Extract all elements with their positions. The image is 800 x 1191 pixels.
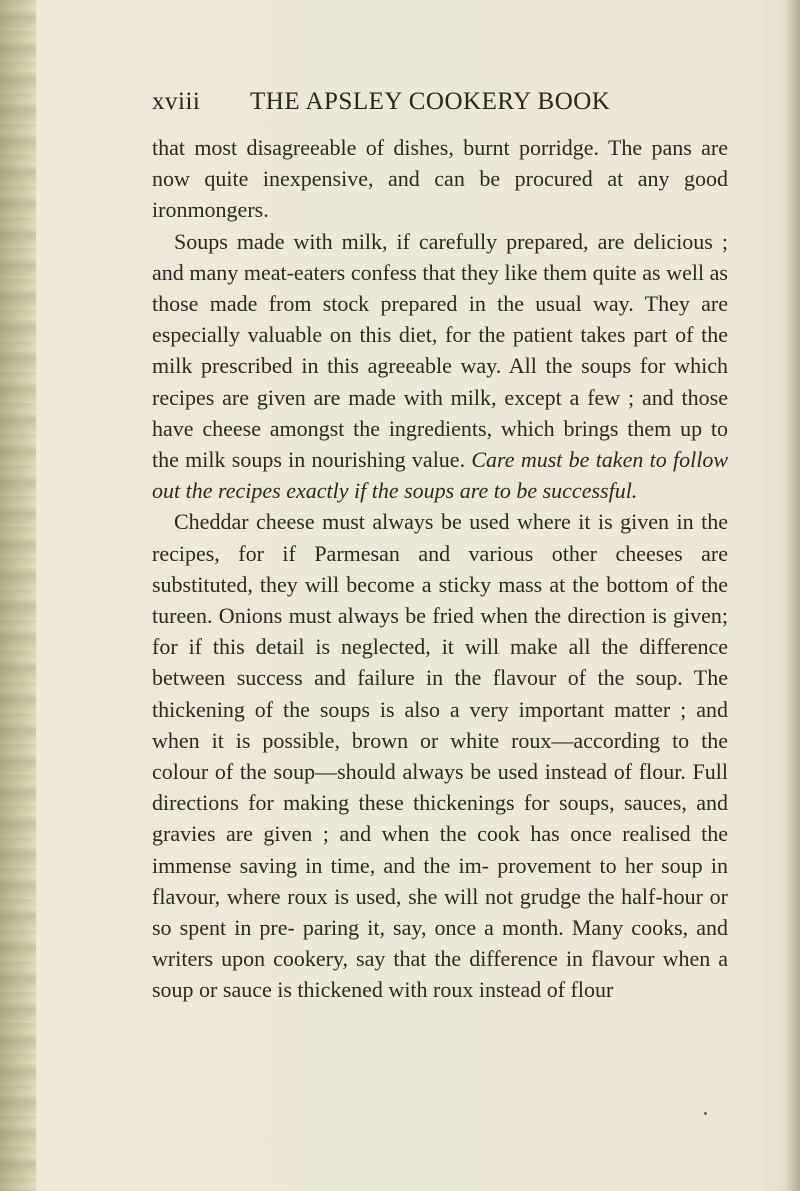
- body-text: [152, 132, 728, 1006]
- paper-speck: [704, 1112, 707, 1115]
- paragraph-cheese: Cheddar cheese must always be used where it is given in the recipes, for if Parmesan and various other cheeses are substituted, they will become a sticky mass at the bottom of the tureen. Onions must always be fried when the direction is given; for if this detail is neglected, it will make all the difference between success and failure in the flavour of the soup. The thickening of the soups is also a very important matter ; and when it is possible, brown or white roux—according to the colour of the soup—should always be used instead of flour. Full directions for making these thickenings for soups, sauces, and gravies are given ; and when the cook has once realised the immense saving in time, and the im- provement to her soup in flavour, where roux is used, she will not grudge the half-hour or so spent in pre- paring it, say, once a month. Many cooks, and writers upon cookery, say that the difference in flavour when a soup or sauce is thickened with roux instead of flour: [152, 509, 728, 1003]
- italic-instruction: Care must be taken to follow out the recipes exactly if the soups are to be successful.: [152, 447, 729, 504]
- page-number: xviii: [152, 88, 201, 115]
- paragraph-soups: [152, 226, 728, 507]
- running-title: THE APSLEY COOKERY BOOK: [250, 88, 611, 115]
- paragraph-soups-text: Soups made with milk, if carefully prepared, are delicious ; and many meat-eaters confess that they like them quite as well as those made from stock prepared in the usual way. They are especially valuable on this diet, for the patient takes part of the milk prescribed in this agreeable way. All the soups for which recipes are given are made with milk, except a few ; and those have cheese amongst the ingredients, which brings them up to the milk soups in nourishing value.: [152, 228, 728, 473]
- paragraph-continuation: that most disagreeable of dishes, burnt porridge. The pans are now quite inexpensive, and can be procured at any good ironmongers.: [152, 135, 728, 223]
- running-header: [152, 88, 712, 120]
- page-binding-edge: [0, 0, 36, 1191]
- page-right-edge: [786, 0, 800, 1191]
